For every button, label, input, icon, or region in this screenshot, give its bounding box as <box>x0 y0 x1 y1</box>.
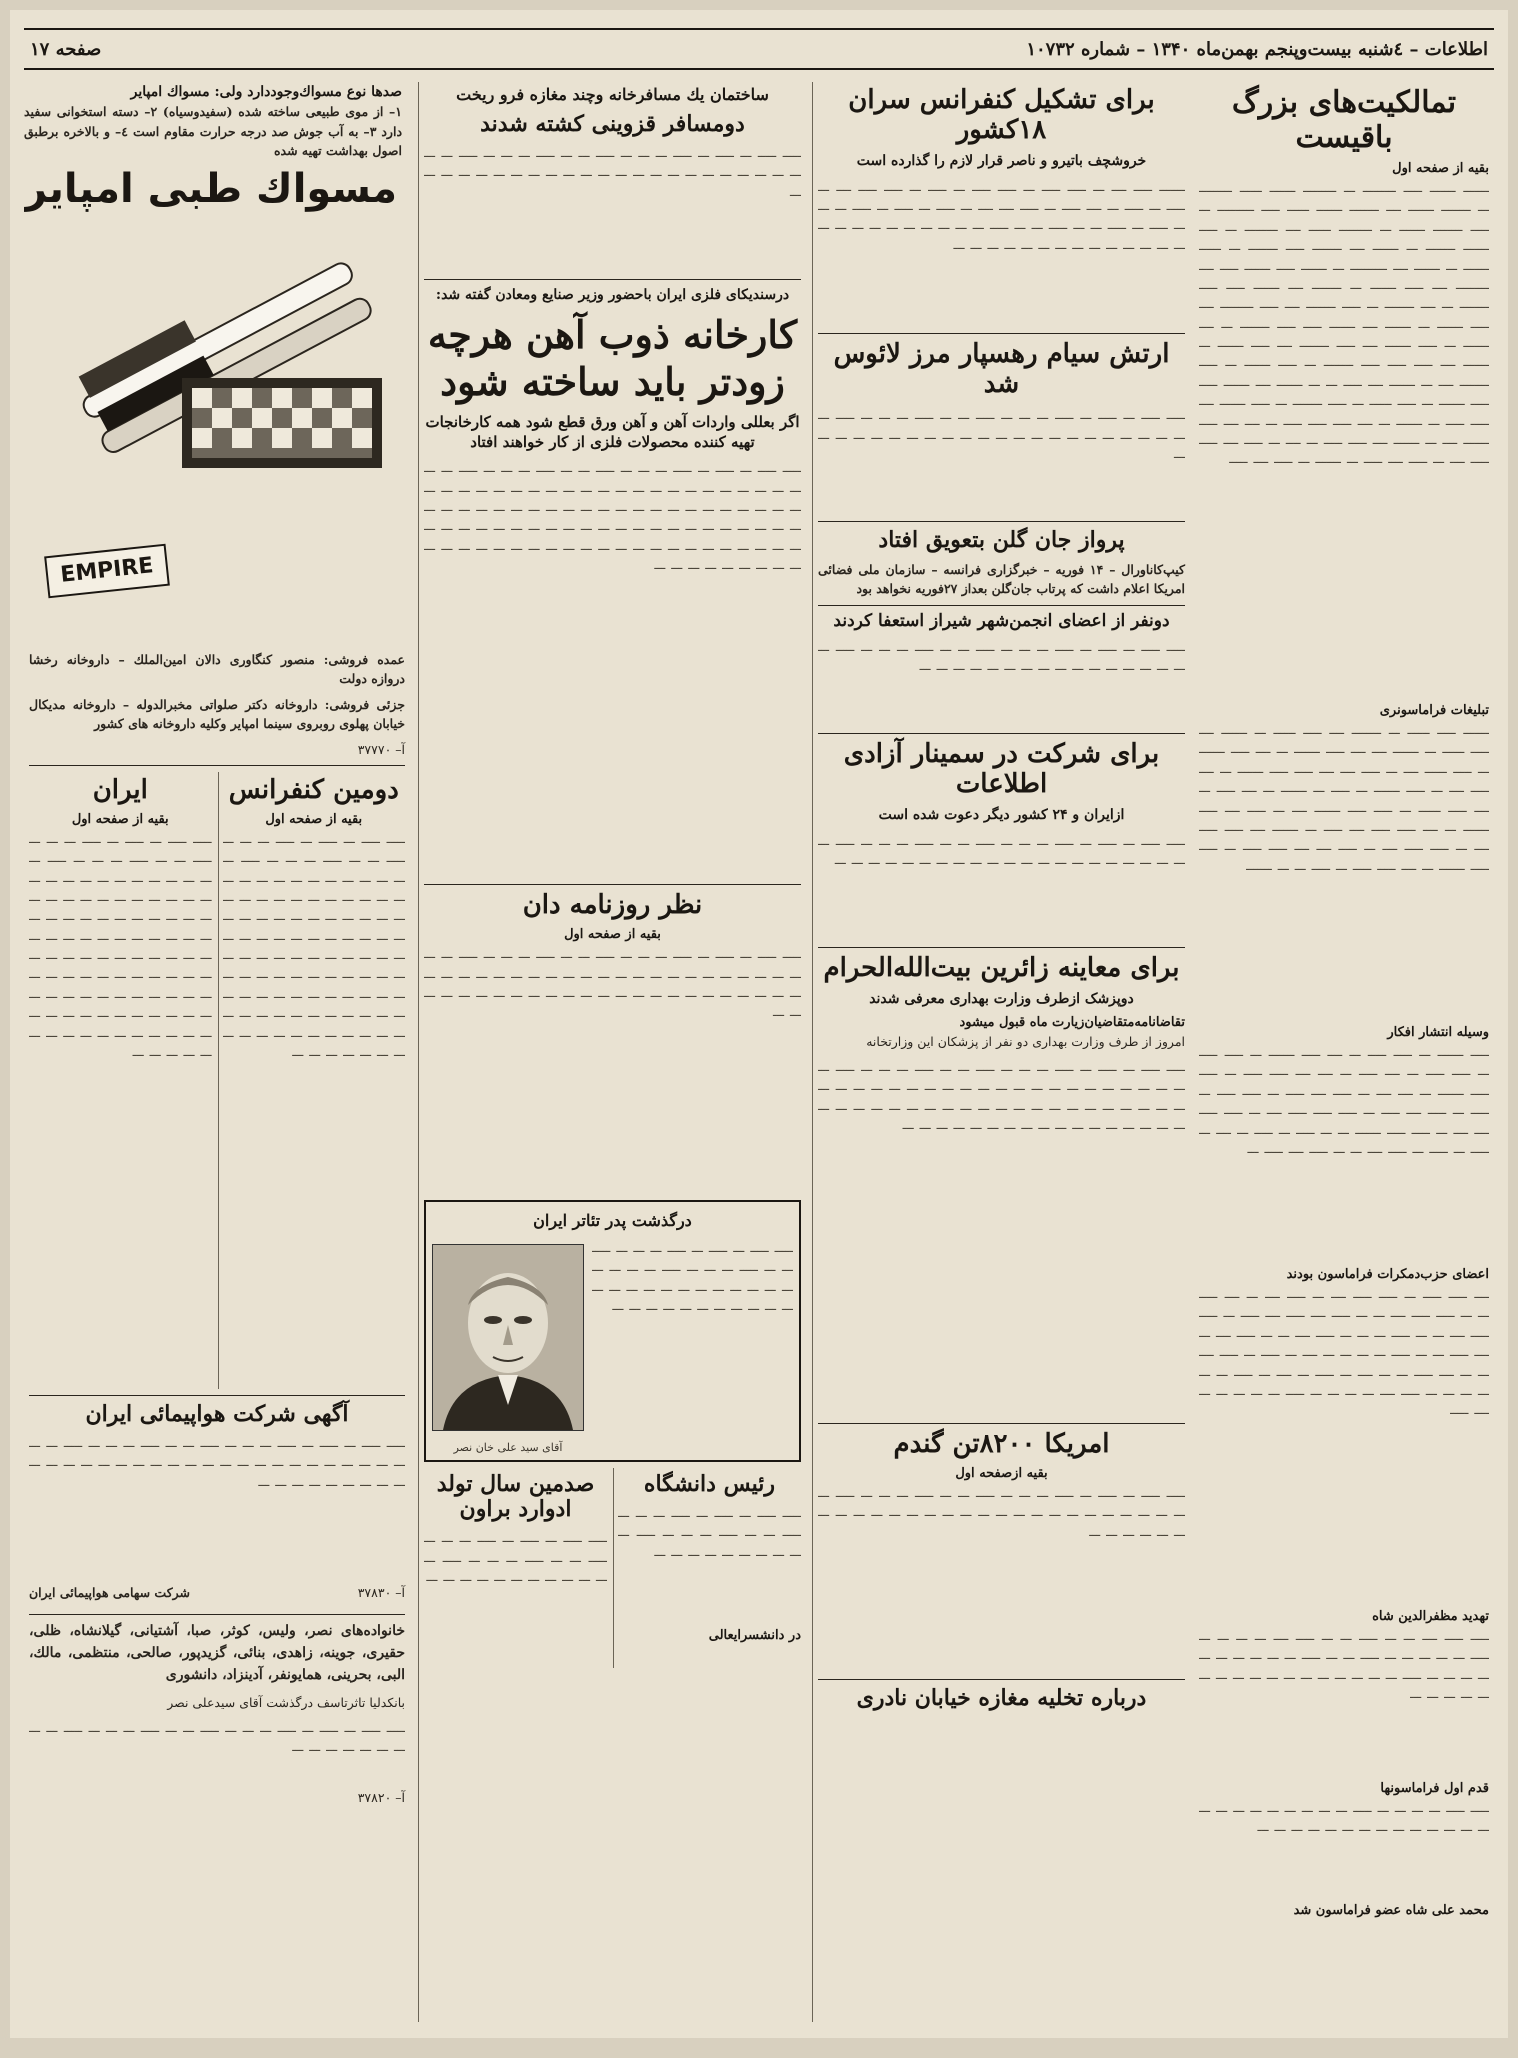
column-right <box>1194 82 1494 2022</box>
divider <box>818 1423 1185 1424</box>
subhead-democrat-party: اعضای حزب‌دمکرات فراماسون بودند <box>1286 1267 1489 1282</box>
article-conference-body: ـــــــ ـــــ ــــ ـــ ـــــ ـــــ ـــ ـــــ ـــــ ـــ ـــــ ـــ ـــــ ـــــ ــــ ـــ ـــــ ـــ ـــــ ـــ ــــ ـــــ ـــ ـــــ ــــ ــــ ـــ ـــــ ـــ ـــــ ـــ ـــــ ـــ ـــ ـــ ـــــ ـــ ـــــ ـــ ـــ ـــــ ـــ ـــ ـــــ ـــ ـــ ـــ ـــ ـــ ـــ ـــ ـــ ـــ ـــ ـــ ـــ ـــ ـــ ـــ ـــ ـــ ـــ ـــ ـــ ـــ ـــ ـــ ـــ <box>818 178 1185 252</box>
airline-signature: شرکت سهامی هواپیمائی ایران <box>29 1585 191 1601</box>
condolence-text: ـــــ ـــــ ـــ ـــــ ـــ ـــــ ـــ ـــ ـــ ـــــ ـــ ـــ ـــــ ـــ ـــ ـــ ـــــ ـــ ـــ ـــ ـــ ـــ ـــ ـــ ـــ ـــ <box>29 1719 405 1755</box>
hajj-note: امروز از طرف وزارت بهداری دو نفر از پزشکان این وزارتخانه <box>866 1033 1185 1049</box>
wheat-continued: بقیه ازصفحه اول <box>955 1465 1048 1481</box>
article-second-conference-body: ـــــ ـــــ ـــ ـــــ ـــ ـــــ ـــ ـــ ـــ ـــــ ـــ ـــ ـــــ ـــ ـــ ـــ ـــــ ـــ ـــ ـــ ـــ ـــ ـــ ـــ ـــ ـــ ـــ ـــ ـــ ـــ ـــ ـــ ـــ ـــ ـــ ـــ ـــ ـــ ـــ ـــ ـــ ـــ ـــ ـــ ـــ ـــ ـــ ـــ ـــ ـــ ـــ ـــ ـــ ـــ ـــ ـــ ـــ ـــ ـــ ـــ ـــ ـــ ـــ ـــ ـــ ـــ ـــ ـــ ـــ ـــ ـــ ـــ ـــ ـــ ـــ ـــ ـــ ـــ ـــ ـــ ـــ ـــ ـــ ـــ ـــ ـــ ـــ ـــ ـــ ـــ ـــ ـــ ـــ ـــ ـــ ـــ ـــ ـــ ـــ ـــ ـــ ـــ ـــ ـــ ـــ ـــ ـــ ـــ ـــ ـــ ـــ ـــ ـــ ـــ ـــ ـــ ـــ ـــ ـــ ـــ ـــ ـــ ـــ ـــ <box>222 830 405 1059</box>
ad-wholesale: عمده فروشی: منصور کنگاوری دالان امین‌الملك – داروخانه رخشا دروازه دولت <box>29 652 405 687</box>
divider <box>818 605 1185 606</box>
kicker-metal-syndicate: درسندیکای فلزی ایران باحضور وزیر صنایع ومعادن گفته شد: <box>435 286 790 303</box>
hajj-label: تقاضانامه‌متقاضیان‌زیارت ماه قبول میشود <box>959 1014 1185 1030</box>
glenn-summary: کیپ‌کاناورال – ۱۴ فوریه – خبرگزاری فرانسه – سازمان ملی فضائی امریکا اعلام داشت که پرتاب جان‌گلن بعداز ۲۷فوریه نخواهد بود <box>818 561 1185 597</box>
article-body-3: ـــــ ـــــــ ـــ ـــــ ـــــ ـــ ــــ ـــــ ـــــــ ـــ ـــــ ـــــ ـــ ـــــ ـــــ ـــ ــــ ـــــ ـــ ــــ ــــ ـــــ ـــــ ـــ ـــــ ـــــ ـــــــ ـــ ــــ ــــ ـــ ـــــ ــــ ـــــ ـــ ـــــ ـــــ ـــ ـــــ ـــ ـــــ ــــ ـــــ ـــ ـــــ ـــــ ـــــ ــــ ـــ ـــــ ـــــ ــــ ــــ ـــ ـــــ ـــــ ـــــــ ـــ ـــ ـــــ ـــ ـــــ ـــ ــــ ـــ ـــــ ـــ ـــــ ـــ ـــــ ــــ ـــ ـــ ـــــ ــــ ـــــ ـــ <box>1199 1044 1489 1156</box>
subhead-conference: خروشچف باتیرو و ناصر قرار لازم را گذارده است <box>856 152 1147 169</box>
ad-code: آ– ۳۷۷۷۰ <box>357 741 405 757</box>
divider <box>818 733 1185 734</box>
subhead-seminar: ازایران و ۲۴ کشور دیگر دعوت شده است <box>878 806 1125 823</box>
divider <box>29 1395 405 1396</box>
subhead-shah-member: محمد علی شاه عضو فراماسون شد <box>1293 1903 1489 1918</box>
article-browne-body: ـــــ ـــــ ـــ ـــــ ـــ ـــــ ـــ ـــ ـــ ـــــ ـــ ـــ ـــــ ـــ ـــ ـــ ـــــ ـــ ـــ ـــ ـــ ـــ ـــ ـــ ـــ ـــ ـــ ـــ ـــ <box>424 1530 607 1585</box>
article-body: ـــــــ ـــــــ ـــــ ـــــــــ ـــ ـــــــــ ـــــــ ــــــ ـــــــــ ـــ ــــــــ ـــــــ ــــ ــــــــ ـــــــ ــــــ ـــــ ــــــــــ ـــ ـــــ ــــــــ ـــــــ ـــ ـــــــــ ــــــ ــــ ـــــــــ ـــ ـــــ ـــــــ ــــــــ ـــ ـــــــ ــــ ــــــــ ـــــ ــــــــ ـــ ــــــ ـــــــ ـــ ـــــــ ــــ ــــــــــ ـــ ـــــــ ـــــ ـــــــ ـــــ ــــ ـــــــــ ــــ ـــــ ـــــــ ـــ ــــــــ ــــ ـــــــ ـــــ ـــــ ــــــــ ـــ ــــ ــــــــ ـــ ـــــ ــــــــ ــــ ـــــ ـــــــــ ــــ ـــــ ـــــــ ـــ ـــــــ ــــ ـــــــ ـــــ ـــــ ــــــــ ـــ ــــ ـــــــ ـــ ـــــ ـــــــ ــــ ـــــ ــــــــ ــــ ـــــ ـــــــ ـــ ـــــــ ــــ ـــــ ـــــ ـــــ ــــــــ ـــ ـــــ ـــــــ ـــ ـــــ ــــــــ ــــ ـــ ـــــــ ــــ ـــــ ـــ ـــ ـــــــ ــــ ـــــــ ـــــ ـــــ ـــــــ ـــ ـــــ ــــــ ـــ ـــــ ــــــــ ـــ ـــــ ـــــــ ــــ ـــــ ـــــ ـــ ـــــــ ـــ ــــ ـــــ ـــــ ـــــ ـــ ــــ ــــ ـــــ ـــــــ ــــ ـــ ـــــــ ــــ ـــــ ـــــ ـــ ــــ ـــ ـــــ ــــ ـــــ ـــــ ــــ ـــ ـــــ ــــ ـــــ ـــ ـــــــ ـــ ـــــ ــــ ـــــ <box>1199 180 1489 467</box>
article-body-2: ـــــــ ـــــ ــــــ ـــ ــــــــ ــــ ـــــ ــــــ ـــ ـــــــ ــــ ـــــ ــــــ ـــ ـــــــ ــــ ــــ ـــــ ـــــــ ـــ ــــ ـــــ ـــــــ ـــ ـــــ ــــــ ــــ ـــ ـــــ ــــ ــــ ـــــ ـــــ ـــــــ ـــ ــــ ـــــ ــــ ـــ ـــــ ـــــــ ـــ ـــــ ـــ ـــــــ ـــ ــــ ـــــ ـــ ــــ ـــــ ــــــ ـــ ـــــ ـــــ ـــــــ ــــ ـــ ـــــ ــــ ـــــ ـــــــ ـــ ــــ ـــــ ـــــ ــــ ـــــ ـــ ـــــــ ــــ ـــــ ـــــ ــــ ـــ ـــــ ـــــ ــــ ـــ ـــــ ــــ ــــ ـــــ ـــــ ـــ ـــــ ـــــ ـــــــ ـــ ــــ ـــــ ـــــ ـــ ـــــ ـــ ـــ ـــــــ <box>1199 722 1489 873</box>
masthead <box>24 28 1494 70</box>
subhead-steel: اگر بعللی واردات آهن و آهن ورق قطع شود همه کارخانجات تهیه کننده محصولات فلزی از کار خواهند افتاد <box>425 412 800 452</box>
subhead-propaganda: تبلیغات فراماسونری <box>1379 703 1489 718</box>
article-steel-body: ـــــ ـــــ ـــ ـــــ ـــ ـــــ ـــ ـــ ـــ ـــــ ـــ ـــ ـــــ ـــ ـــ ـــ ـــــ ـــ ـــ ـــ ـــ ـــ ـــ ـــ ـــ ـــ ـــ ـــ ـــ ـــ ـــ ـــ ـــ ـــ ـــ ـــ ـــ ـــ ـــ ـــ ـــ ـــ ـــ ـــ ـــ ـــ ـــ ـــ ـــ ـــ ـــ ـــ ـــ ـــ ـــ ـــ ـــ ـــ ـــ ـــ ـــ ـــ ـــ ـــ ـــ ـــ ـــ ـــ ـــ ـــ ـــ ـــ ـــ ـــ ـــ ـــ ـــ ـــ ـــ ـــ ـــ ـــ ـــ ـــ ـــ ـــ ـــ ـــ ـــ ـــ ـــ ـــ ـــ ـــ ـــ ـــ ـــ ـــ ـــ ـــ ـــ ـــ ـــ ـــ ـــ ـــ ـــ ـــ ـــ ـــ ـــ ـــ ـــ ـــ ـــ ـــ <box>424 460 801 573</box>
headline-wheat: امریکا ۸۲۰۰تن گندم <box>893 1428 1110 1459</box>
headline-edward-browne: صدمین سال تولد ادوارد براون <box>436 1470 595 1523</box>
empire-logo: EMPIRE <box>44 544 170 599</box>
portrait-photo <box>432 1244 584 1431</box>
headline-naderi-shop: درباره تخلیه مغازه خیابان نادری <box>856 1684 1147 1711</box>
ad-features: ۱– از موی طبیعی ساخته شده (سفیدوسیاه) ۲– دسته استخوانی سفید دارد ۳– به آب جوش صد درجه حرارت مقاوم است ٤– و بالاخره برطبق اصول بهداشت تهیه شده <box>24 104 402 159</box>
headline-siam-army: ارتش سیام رهسپار مرز لائوس شد <box>833 338 1170 399</box>
article-university-body: ـــــ ـــــ ـــ ـــــ ـــ ـــــ ـــ ـــ ـــ ـــــ ـــ ـــ ـــــ ـــ ـــ ـــ ـــــ ـــ ـــ ـــ ـــ ـــ ـــ ـــ ـــ ـــ ـــ <box>618 1505 801 1559</box>
article-siam-body: ـــــ ـــــ ـــ ـــــ ـــ ـــــ ـــ ـــ ـــ ـــــ ـــ ـــ ـــــ ـــ ـــ ـــ ـــــ ـــ ـــ ـــ ـــ ـــ ـــ ـــ ـــ ـــ ـــ ـــ ـــ ـــ ـــ ـــ ـــ ـــ ـــ ـــ ـــ ـــ ـــ ـــ <box>818 407 1185 462</box>
article-body-6: ـــــ ـــــ ـــ ـــ ـــ ـــ ـــــ ـــ ـــ ـــ ـــ ـــ ـــ ـــ ـــ ـــ ـــ ـــ ـــ ـــ ـــ ـــ ـــ ـــ ـــ ـــ ـــ ـــ ـــ ـــ <box>1199 1800 1489 1835</box>
headline-hajj-exam: برای معاینه زائرین بیت‌الله‌الحرام <box>823 952 1180 983</box>
condolence-families: خانواده‌های نصر، ولیس، کوثر، صبا، آشتیانی، گیلانشاه، ظلی، حقیری، جوینه، زاهدی، بنائی، گزیدپور، صالحی، منتظمی، مالك، البی، بحرینی، همایونفر، آدینزاد، دانشوری <box>29 1623 405 1683</box>
headline-theater-father: درگذشت پدر تئاتر ایران <box>533 1211 692 1231</box>
article-opinion-body: ـــــ ـــــ ـــ ـــــ ـــ ـــــ ـــ ـــ ـــ ـــــ ـــ ـــ ـــــ ـــ ـــ ـــ ـــــ ـــ ـــ ـــ ـــ ـــ ـــ ـــ ـــ ـــ ـــ ـــ ـــ ـــ ـــ ـــ ـــ ـــ ـــ ـــ ـــ ـــ ـــ ـــ ـــ ـــ ـــ ـــ ـــ ـــ ـــ ـــ ـــ ـــ ـــ ـــ ـــ ـــ ـــ ـــ ـــ ـــ ـــ ـــ ـــ ـــ ـــ ـــ ـــ <box>424 946 801 1020</box>
newspaper-page <box>10 10 1508 2038</box>
toothbrush-illustration <box>42 218 402 478</box>
obituary-body: ـــــ ـــــ ـــ ـــــ ـــ ـــــ ـــ ـــ ـــ ـــــ ـــ ـــ ـــــ ـــ ـــ ـــ ـــــ ـــ ـــ ـــ ـــ ـــ ـــ ـــ ـــ ـــ ـــ ـــ ـــ ـــ ـــ ـــ ـــ ـــ ـــ ـــ ـــ ـــ ـــ ـــ ـــ ـــ ـــ ـــ <box>592 1239 793 1313</box>
article-collapse-body: ـــــ ـــــ ـــ ـــــ ـــ ـــــ ـــ ـــ ـــ ـــــ ـــ ـــ ـــــ ـــ ـــ ـــ ـــــ ـــ ـــ ـــ ـــ ـــ ـــ ـــ ـــ ـــ ـــ ـــ ـــ ـــ ـــ ـــ ـــ ـــ ـــ ـــ ـــ ـــ ـــ ـــ ـــ ـــ <box>424 144 801 199</box>
headline-newspaper-opinion: نظر روزنامه دان <box>522 890 703 921</box>
article-wheat-body: ـــــ ـــــ ـــ ـــــ ـــ ـــــ ـــ ـــ ـــ ـــــ ـــ ـــ ـــــ ـــ ـــ ـــ ـــــ ـــ ـــ ـــ ـــ ـــ ـــ ـــ ـــ ـــ ـــ ـــ ـــ ـــ ـــ ـــ ـــ ـــ ـــ ـــ ـــ ـــ ـــ ـــ ـــ ـــ ـــ ـــ ـــ <box>818 1484 1185 1539</box>
column-second <box>812 82 1190 2022</box>
ad-brand-fa: مسواك طبی امپایر <box>24 166 397 213</box>
headline-building-collapse: ساختمان یك مسافرخانه وچند مغازه فرو ریخت <box>456 85 769 104</box>
column-left-lower <box>24 650 410 2022</box>
page-number: صفحه ۱۷ <box>30 38 102 60</box>
headline-freemasonry: تمالکیت‌های بزرگ باقیست <box>1231 85 1457 155</box>
conference-continued: بقیه از صفحه اول <box>265 811 363 827</box>
divider <box>818 333 1185 334</box>
headline-seminar: برای شرکت در سمینار آزادی اطلاعات <box>843 739 1160 799</box>
headline-steel-mill: کارخانه ذوب آهن هرچه زودتر باید ساخته شود <box>427 311 798 405</box>
article-iran-body: ـــــ ـــــ ـــ ـــــ ـــ ـــــ ـــ ـــ ـــ ـــــ ـــ ـــ ـــــ ـــ ـــ ـــ ـــــ ـــ ـــ ـــ ـــ ـــ ـــ ـــ ـــ ـــ ـــ ـــ ـــ ـــ ـــ ـــ ـــ ـــ ـــ ـــ ـــ ـــ ـــ ـــ ـــ ـــ ـــ ـــ ـــ ـــ ـــ ـــ ـــ ـــ ـــ ـــ ـــ ـــ ـــ ـــ ـــ ـــ ـــ ـــ ـــ ـــ ـــ ـــ ـــ ـــ ـــ ـــ ـــ ـــ ـــ ـــ ـــ ـــ ـــ ـــ ـــ ـــ ـــ ـــ ـــ ـــ ـــ ـــ ـــ ـــ ـــ ـــ ـــ ـــ ـــ ـــ ـــ ـــ ـــ ـــ ـــ ـــ ـــ ـــ ـــ ـــ ـــ ـــ ـــ ـــ ـــ ـــ ـــ ـــ ـــ ـــ ـــ ـــ ـــ ـــ ـــ ـــ ـــ ـــ ـــ ـــ <box>29 830 212 1059</box>
divider <box>424 279 801 280</box>
divider <box>818 1679 1185 1680</box>
divider <box>29 1614 405 1615</box>
subhead-first-step: قدم اول فراماسونها <box>1380 1781 1489 1796</box>
ad-retail: جزئی فروشی: داروخانه دکتر صلواتی مخبرالدوله – داروخانه مدیکال خیابان پهلوی روبروی سینما امپایر وکلیه داروخانه های کشور <box>29 696 405 732</box>
divider <box>818 947 1185 948</box>
article-body-4: ــــ ـــــ ـــــ ـــ ـــــ ـــــ ــــ ـــ ـــــ ــــ ـــ ــــ ـــــ ـــ ـــ ـــــ ـــــ ــــ ـــ ـــ ـــــ ــــ ـــــ ــــ ـــــ ـــ ـــــ ـــــ ــــ ـــ ـــ ـــــ ـــ ـــ ـــ ـــــ ــــ ـــ ـــ ـــــ ــــ ـــ ــــ ـــــ ـــ ـــ ـــــ ـــ ـــ ـــ ـــ ــــ ـــ ـــــ ـــ ـــــ ــــ ـــ ـــ ــــ ـــــ ـــ ـــ ــــ ـــ ـــــ ـــ ــــ ـــ ـــــ ـــ ـــ ـــ ـــ ـــ ـــ ـــــ ــــ ـــ ـــ ـــ ـــ ـــــ ـــ ـــ ـــ ـــ ـــ ــــ ـــــ <box>1199 1286 1489 1418</box>
opinion-continued: بقیه از صفحه اول <box>564 927 661 943</box>
subhead-teacher-college: در دانشسرایعالی <box>708 1628 801 1644</box>
article-shiraz-body: ـــــ ـــــ ـــ ـــــ ـــ ـــــ ـــ ـــ ـــ ـــــ ـــ ـــ ـــــ ـــ ـــ ـــ ـــــ ـــ ـــ ـــ ـــ ـــ ـــ ـــ ـــ ـــ ـــ ـــ ـــ ـــ ـــ ـــ ـــ ـــ <box>818 639 1185 674</box>
headline-conference-18: برای تشکیل کنفرانس سران ۱۸کشور <box>848 85 1155 145</box>
toothbrush-ad <box>24 82 402 642</box>
portrait-caption: آقای سید علی خان نصر <box>453 1440 563 1454</box>
subhead-hajj: دوپزشک ازطرف وزارت بهداری معرفی شدند <box>869 990 1134 1007</box>
headline-second-conference: دومین کنفرانس <box>228 774 399 805</box>
condolence-body: بانکدلیا تاثرتاسف درگذشت آقای سید‌علی نصر <box>167 1694 405 1710</box>
article-body-5: ـــــ ـــــ ــــ ـــ ـــ ـــــ ـــ ـــ ـــــ ــــ ـــ ـــ ـــ ـــ ـــــ ـــ ـــ ـــ ـــ ـــ ـــــ ـــ ـــ ـــــ ـــ ـــ ـــ ـــ ـــ ـــ ـــ ـــ ـــ ـــ ـــــ ـــ ـــ ـــ ـــ ـــ ـــ ـــ ـــ ـــ ـــ ـــ ـــ ـــ ـــ ـــ ـــ ـــ <box>1199 1628 1489 1702</box>
headline-airline-notice: آگهی شرکت هواپیمائی ایران <box>85 1400 349 1427</box>
headline-glenn-flight: پرواز جان گلن بتعویق افتاد <box>878 527 1125 554</box>
airline-code: آ– ۳۷۸۳۰ <box>357 1585 405 1601</box>
obituary-box <box>424 1200 801 1462</box>
column-third <box>418 82 806 2022</box>
article-hajj-body: ـــــ ـــــ ـــ ـــــ ـــ ـــــ ـــ ـــ ـــ ـــــ ـــ ـــ ـــــ ـــ ـــ ـــ ـــــ ـــ ـــ ـــ ـــ ـــ ـــ ـــ ـــ ـــ ـــ ـــ ـــ ـــ ـــ ـــ ـــ ـــ ـــ ـــ ـــ ـــ ـــ ـــ ـــ ـــ ـــ ـــ ـــ ـــ ـــ ـــ ـــ ـــ ـــ ـــ ـــ ـــ ـــ ـــ ـــ ـــ ـــ ـــ ـــ ـــ ـــ ـــ ـــ ـــ ـــ ـــ ـــ ـــ ـــ ـــ ـــ ـــ ـــ ـــ ـــ <box>818 1058 1185 1132</box>
masthead-title: اطلاعات – ٤شنبه بیست‌وپنجم بهمن‌ماه ۱۳۴۰ – شماره ۱۰۷۳۲ <box>1026 38 1488 60</box>
headline-iran: ایران <box>92 774 148 805</box>
subhead-spread-ideas: وسیله انتشار افکار <box>1387 1025 1489 1040</box>
headline-qazvin-killed: دومسافر قزوینی کشته شدند <box>480 110 745 137</box>
divider <box>424 884 801 885</box>
article-seminar-body: ـــــ ـــــ ـــ ـــــ ـــ ـــــ ـــ ـــ ـــ ـــــ ـــ ـــ ـــــ ـــ ـــ ـــ ـــــ ـــ ـــ ـــ ـــ ـــ ـــ ـــ ـــ ـــ ـــ ـــ ـــ ـــ ـــ ـــ ـــ ـــ ـــ ـــ ـــ ـــ ـــ <box>818 832 1185 868</box>
article-intro: بقیه از صفحه اول <box>1392 161 1489 176</box>
condolence-code: آ– ۳۷۸۲۰ <box>357 1789 405 1805</box>
headline-shiraz-resign: دونفر از اعضای انجمن‌شهر شیراز استعفا کردند <box>833 610 1170 631</box>
iran-continued: بقیه از صفحه اول <box>71 811 169 827</box>
ad-title: صدها نوع مسواك‌وجوددارد ولی: مسواك امپایر <box>130 84 402 100</box>
subhead-threat: تهدید مظفرالدین شاه <box>1372 1609 1489 1624</box>
divider <box>29 765 405 766</box>
headline-university-head: رئیس دانشگاه <box>643 1470 776 1497</box>
divider <box>818 521 1185 522</box>
airline-notice-body: ـــــ ـــــ ـــ ـــــ ـــ ـــــ ـــ ـــ ـــ ـــــ ـــ ـــ ـــــ ـــ ـــ ـــ ـــــ ـــ ـــ ـــ ـــ ـــ ـــ ـــ ـــ ـــ ـــ ـــ ـــ ـــ ـــ ـــ ـــ ـــ ـــ ـــ ـــ ـــ ـــ ـــ ـــ ـــ ـــ ـــ ـــ ـــ ـــ ـــ ـــ ـــ <box>29 1435 405 1489</box>
